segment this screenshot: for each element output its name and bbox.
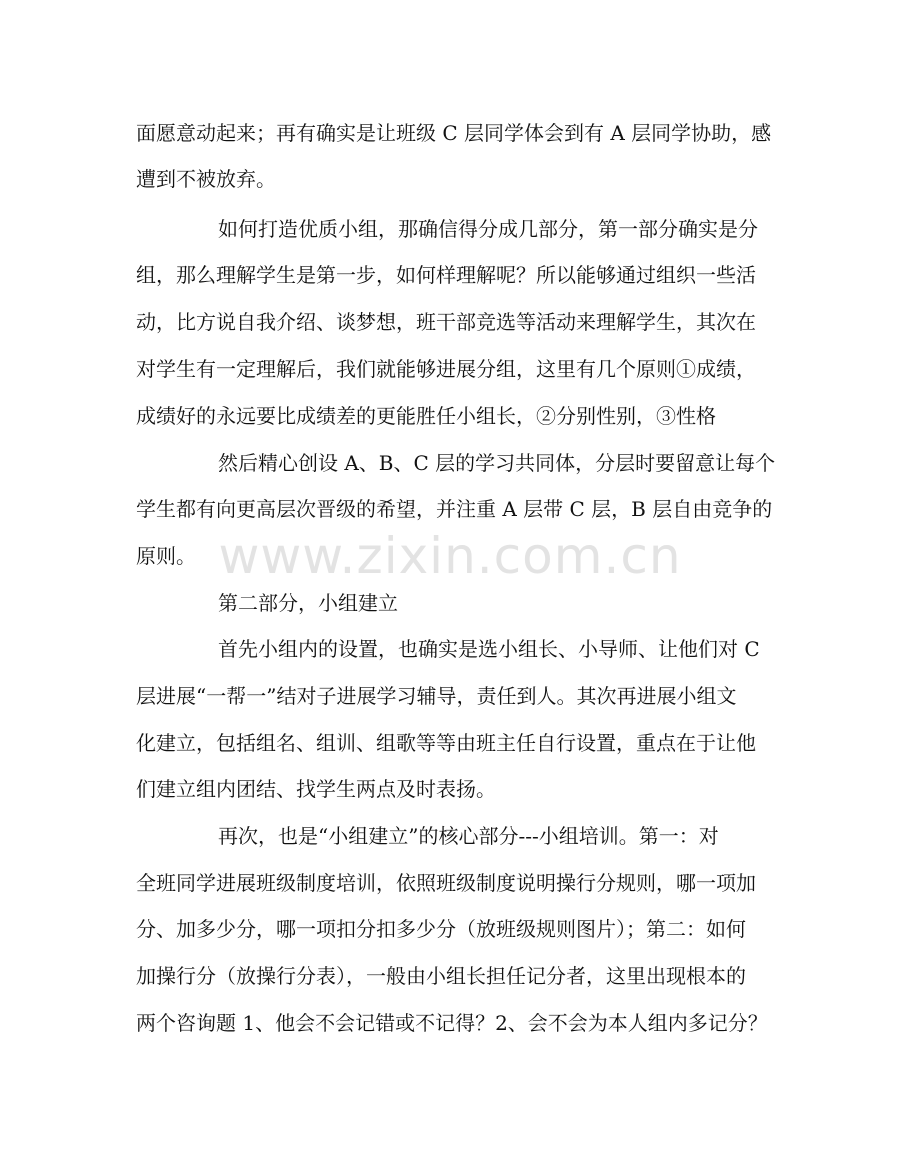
text-line: 面愿意动起来；再有确实是让班级 C 层同学体会到有 A 层同学协助，感	[136, 121, 772, 145]
text-line: 化建立，包括组名、组训、组歌等等由班主任自行设置，重点在于让他	[136, 731, 756, 755]
text-line: 成绩好的永远要比成绩差的更能胜任小组长，②分别性别，③性格	[136, 404, 716, 428]
text-line: 再次，也是“小组建立”的核心部分---小组培训。第一：对	[218, 824, 719, 848]
text-line: 两个咨询题 1、他会不会记错或不记得？2、会不会为本人组内多记分？	[136, 1011, 768, 1035]
text-line: 动，比方说自我介绍、谈梦想，班干部竞选等活动来理解学生，其次在	[136, 310, 756, 334]
text-line: 首先小组内的设置，也确实是选小组长、小导师、让他们对 C	[218, 637, 760, 661]
text-line: 层进展“一帮一”结对子进展学习辅导，责任到人。其次再进展小组文	[136, 684, 737, 708]
section-heading: 第二部分，小组建立	[218, 591, 398, 615]
text-line: 组，那么理解学生是第一步，如何样理解呢？所以能够通过组织一些活	[136, 263, 756, 287]
text-line: 加操行分（放操行分表），一般由小组长担任记分者，这里出现根本的	[136, 964, 746, 988]
watermark: www.zixin.com.cn	[218, 527, 682, 585]
text-line: 分、加多少分，哪一项扣分扣多少分（放班级规则图片）；第二：如何	[136, 917, 746, 941]
text-line: 全班同学进展班级制度培训，依照班级制度说明操行分规则，哪一项加	[136, 871, 756, 895]
text-line: 们建立组内团结、找学生两点及时表扬。	[136, 777, 496, 801]
text-line: 对学生有一定理解后，我们就能够进展分组，这里有几个原则①成绩，	[136, 357, 756, 381]
text-line: 如何打造优质小组，那确信得分成几部分，第一部分确实是分	[218, 217, 758, 241]
text-line: 学生都有向更高层次晋级的希望，并注重 A 层带 C 层，B 层自由竞争的	[136, 497, 773, 521]
text-line: 原则。	[136, 544, 196, 568]
text-line: 遭到不被放弃。	[136, 167, 276, 191]
text-line: 然后精心创设 A、B、C 层的学习共同体，分层时要留意让每个	[218, 451, 776, 475]
